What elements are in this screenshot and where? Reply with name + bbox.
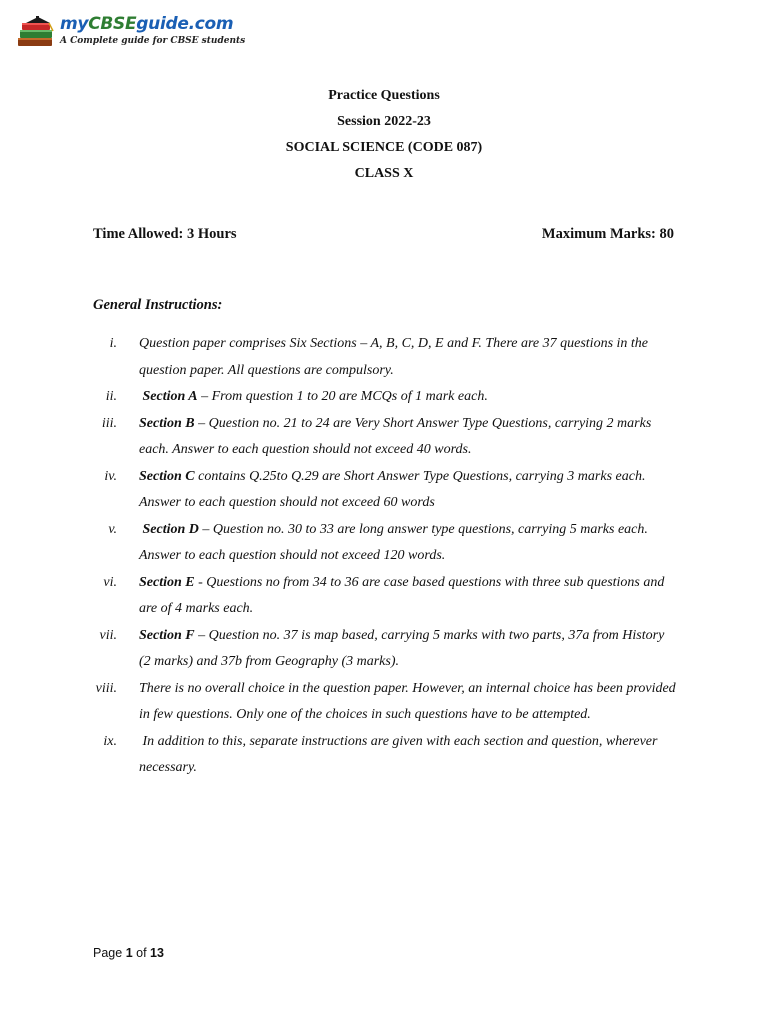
section-label: Section F	[139, 627, 195, 643]
section-label: Section A	[139, 389, 198, 404]
instruction-text: contains Q.25to Q.29 are Short Answer Type Questions, carrying 3 marks each. Answer to each question should not exceed 60 words	[139, 468, 646, 510]
instructions-list	[0, 331, 768, 782]
page-footer	[93, 946, 164, 960]
instruction-numeral: iii.	[101, 415, 117, 431]
instruction-text: – Question no. 30 to 33 are long answer type questions, carrying 5 marks each. Answer to each question should not exceed 120 words.	[139, 521, 648, 563]
instruction-item	[0, 331, 768, 384]
instruction-text: – Question no. 37 is map based, carrying 5 marks with two parts, 37a from History (2 marks) and 37b from Geography (3 marks).	[139, 627, 665, 669]
instruction-item	[0, 729, 768, 782]
class-label: CLASS X	[354, 166, 414, 181]
logo-brand: myCBSEguide.com	[60, 14, 234, 34]
instruction-item	[0, 464, 768, 517]
instruction-numeral: iv.	[104, 468, 117, 484]
section-label: Section B	[139, 415, 195, 431]
instruction-item	[0, 570, 768, 623]
subject-label: SOCIAL SCIENCE (CODE 087)	[285, 140, 483, 155]
instruction-item	[0, 623, 768, 676]
instruction-item	[0, 384, 768, 411]
instruction-text: - Questions no from 34 to 36 are case based questions with three sub questions and are of 4 marks each.	[139, 574, 665, 616]
instruction-text: – Question no. 21 to 24 are Very Short Answer Type Questions, carrying 2 marks each. Answer to each question should not exceed 40 words.	[139, 415, 652, 457]
maximum-marks: Maximum Marks: 80	[541, 226, 674, 242]
instruction-numeral: vii.	[99, 627, 117, 643]
instruction-item	[0, 517, 768, 570]
site-logo	[16, 14, 246, 50]
instruction-numeral: ix.	[103, 733, 117, 749]
instruction-text: Question paper comprises Six Sections – A, B, C, D, E and F. There are 37 questions in the question paper. All questions are compulsory.	[139, 336, 649, 378]
instruction-item	[0, 676, 768, 729]
doc-title: Practice Questions	[328, 88, 440, 103]
instruction-numeral: vi.	[103, 574, 117, 590]
section-label: Section C	[139, 468, 195, 484]
time-allowed: Time Allowed: 3 Hours	[93, 226, 237, 242]
page-number: 1	[125, 946, 133, 960]
instruction-text: In addition to this, separate instructions are given with each section and question, wherever necessary.	[139, 733, 661, 775]
instruction-item	[0, 411, 768, 464]
page-total: 13	[150, 946, 164, 960]
instruction-numeral: viii.	[95, 680, 117, 696]
session-label: Session 2022-23	[337, 114, 431, 129]
of-word: of	[136, 946, 147, 960]
section-label: Section D	[139, 521, 199, 537]
section-label: Section E	[139, 574, 195, 590]
page-word: Page	[93, 946, 123, 960]
instruction-text: – From question 1 to 20 are MCQs of 1 mark each.	[197, 389, 488, 404]
instruction-numeral: i.	[109, 336, 117, 351]
instruction-numeral: v.	[108, 521, 117, 537]
instruction-numeral: ii.	[105, 389, 117, 404]
logo-tagline: A Complete guide for CBSE students	[60, 36, 246, 46]
general-instructions-title: General Instructions:	[93, 297, 223, 313]
books-icon	[16, 16, 58, 50]
instruction-text: There is no overall choice in the question paper. However, an internal choice has been provided in few questions. Only one of the choices in such questions have to be attempted.	[139, 680, 676, 722]
